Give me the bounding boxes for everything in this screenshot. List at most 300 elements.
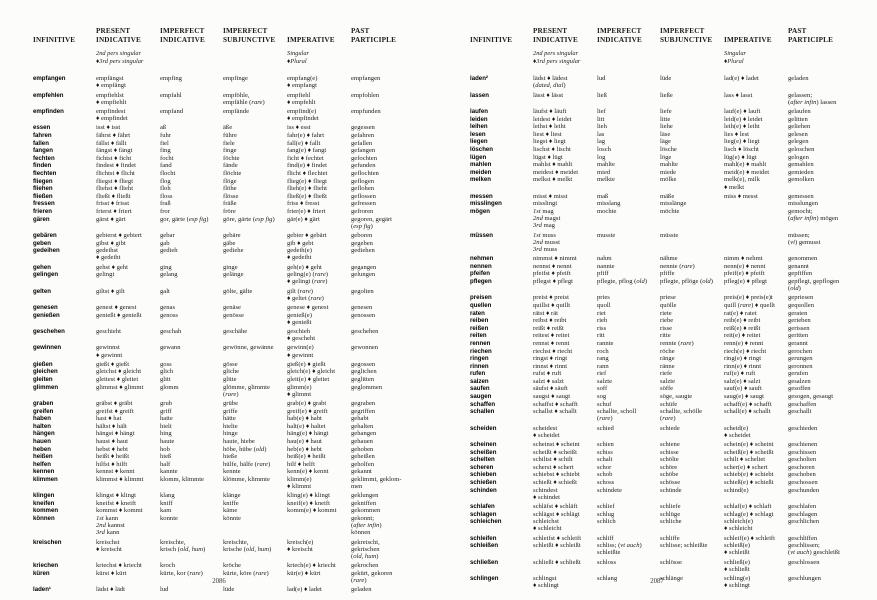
past-participle: geloschen xyxy=(788,145,815,153)
past-participle: gehauen xyxy=(351,437,373,445)
imperfect-subjunctive: gelänge xyxy=(223,271,244,279)
table-row xyxy=(470,401,876,408)
imperfect-indicative: focht xyxy=(160,154,174,162)
infinitive: reiten xyxy=(470,332,487,340)
imperfect-indicative: nahm xyxy=(597,255,612,263)
present-indicative: nimmst ♦ nimmt xyxy=(533,255,577,263)
present-indicative: schließt ♦ schließt xyxy=(533,558,581,566)
past-participle: geschlissen; (vt auch) geschleißt xyxy=(788,542,841,557)
past-participle: genesen xyxy=(351,303,373,311)
past-participle: gegessen xyxy=(351,124,375,132)
past-participle: geklimmt, geklom- men xyxy=(351,475,402,491)
imperative: lisch ♦ löscht xyxy=(724,145,759,153)
imperfect-subjunctive: pflegte, pflöge (old) xyxy=(660,277,713,285)
past-participle: gerissen xyxy=(788,324,810,332)
imperfect-indicative: empfing xyxy=(160,75,182,83)
imperfect-subjunctive: schallte, schölle (rare) xyxy=(660,408,703,423)
imperfect-indicative: rang xyxy=(597,355,609,363)
subheader-spacer xyxy=(597,50,660,67)
table-row xyxy=(470,348,876,355)
infinitive: fangen xyxy=(33,147,53,155)
imperfect-indicative: schallte, scholl (rare) xyxy=(597,408,637,423)
imperfect-subjunctive: riefe xyxy=(660,370,673,378)
present-indicative: reibst ♦ reibt xyxy=(533,317,567,325)
infinitive: geschehen xyxy=(33,327,65,335)
infinitive: saugen xyxy=(470,393,492,401)
imperative: genieß(e) ♦ genießt xyxy=(287,311,312,326)
imperative: schaff(e) ♦ schafft xyxy=(724,400,772,408)
table-row xyxy=(470,193,876,200)
infinitive: hängen xyxy=(33,430,55,438)
imperfect-subjunctive: schünde xyxy=(660,486,682,494)
past-participle: gefahren xyxy=(351,132,375,139)
past-participle: gegraben xyxy=(351,399,376,407)
present-indicative: findest ♦ findet xyxy=(96,162,136,170)
past-participle: misslungen xyxy=(788,200,819,208)
imperfect-indicative: log xyxy=(597,153,606,161)
column-header: INFINITIVE xyxy=(470,35,513,44)
imperfect-subjunctive: risse xyxy=(660,324,673,332)
present-indicative: fichtst ♦ ficht xyxy=(96,154,132,162)
imperfect-subjunctive: gebäre xyxy=(223,231,241,239)
present-indicative: misslingt xyxy=(533,200,558,208)
imperfect-subjunctive: mölke xyxy=(660,176,677,184)
imperative: geling(e) (rare) ♦ gelingt (rare) xyxy=(287,271,328,286)
imperfect-indicative: goss xyxy=(160,360,172,368)
infinitive: essen xyxy=(33,124,51,132)
present-indicative: kreischst ♦ kreischt xyxy=(96,538,122,553)
past-participle: gepriesen xyxy=(788,294,814,302)
imperative: glimm(e) ♦ glimmt xyxy=(287,383,312,398)
infinitive: kreischen xyxy=(33,538,62,546)
infinitive: quellen xyxy=(470,301,492,309)
past-participle: gegeben xyxy=(351,239,373,247)
past-participle: geflogen xyxy=(351,177,375,185)
infinitive: frieren xyxy=(33,207,52,215)
infinitive: löschen xyxy=(470,145,494,153)
infinitive: gießen xyxy=(33,360,53,368)
past-participle: gefroren xyxy=(351,207,374,215)
imperative: frier(e) ♦ friert xyxy=(287,207,326,215)
imperfect-subjunctive: hieße xyxy=(223,453,238,461)
past-participle: geglitten xyxy=(351,375,375,383)
present-indicative: fliegst ♦ fliegt xyxy=(96,177,134,185)
past-participle: gemolken xyxy=(788,176,815,184)
past-participle: geschieden xyxy=(788,424,818,432)
table-row xyxy=(470,393,876,400)
table-row xyxy=(33,461,438,468)
imperative xyxy=(724,208,788,230)
table-row xyxy=(470,208,876,230)
infinitive: klingen xyxy=(33,492,55,500)
imperfect-indicative: quoll xyxy=(597,301,611,309)
table-row xyxy=(33,423,438,430)
table-row xyxy=(33,216,438,230)
imperfect-subjunctive: kennte xyxy=(223,468,241,476)
imperative: leih(e) ♦ leiht xyxy=(724,123,760,131)
past-participle: geholfen xyxy=(351,460,375,468)
past-participle: gelungen xyxy=(351,271,376,279)
present-indicative: rennst ♦ rennt xyxy=(533,339,570,347)
table-row xyxy=(33,193,438,200)
imperative: lass ♦ lasst xyxy=(724,91,753,99)
column-header: PAST PARTICIPLE xyxy=(788,27,834,44)
imperfect-indicative: kam xyxy=(160,507,172,515)
imperfect-subjunctive: griffe xyxy=(223,407,238,415)
imperative: lad(e) ♦ ladet xyxy=(724,75,759,83)
subheader-spacer xyxy=(788,50,868,67)
imperative: scheid(e) ♦ scheidet xyxy=(724,424,751,439)
infinitive: lesen xyxy=(470,130,486,138)
imperfect-indicative: soff xyxy=(597,385,608,393)
infinitive: lassen xyxy=(470,91,489,99)
table-row xyxy=(470,146,876,153)
table-row xyxy=(470,479,876,486)
infinitive: laden² xyxy=(470,75,488,83)
imperative: schlag(e) ♦ schlagt xyxy=(724,510,774,518)
present-indicative: quillst ♦ quillt xyxy=(533,301,571,309)
infinitive: genesen xyxy=(33,303,58,311)
imperative: schleich(e) ♦ schleicht xyxy=(724,518,753,533)
imperfect-indicative: schoss xyxy=(597,479,615,487)
imperfect-indicative: fing xyxy=(160,147,171,155)
present-indicative: 1st mag 2nd magst 3rd mag xyxy=(533,207,561,230)
imperative: riech(e) ♦ riecht xyxy=(724,347,767,355)
imperfect-subjunctive: schliche xyxy=(660,518,682,526)
table-row xyxy=(33,132,438,139)
infinitive: gedeihen xyxy=(33,247,60,255)
infinitive: gären xyxy=(33,215,50,223)
table-row xyxy=(470,464,876,471)
infinitive: graben xyxy=(33,399,54,407)
imperfect-indicative: floss xyxy=(160,192,173,200)
imperfect-subjunctive: söffe xyxy=(660,385,674,393)
present-indicative: kommst ♦ kommt xyxy=(96,507,143,515)
imperative: schall(e) ♦ schallt xyxy=(724,408,771,416)
past-participle: geschliffen xyxy=(788,534,818,542)
past-participle: gelogen xyxy=(788,153,809,161)
imperative: genese ♦ genest xyxy=(287,303,329,311)
imperfect-indicative: pflegte, pflog (old) xyxy=(597,277,648,285)
past-participle: gelaufen xyxy=(788,108,811,115)
table-row xyxy=(470,232,876,254)
present-indicative: preist ♦ preist xyxy=(533,294,569,302)
present-indicative: empfängst ♦ empfängt xyxy=(96,75,126,90)
present-indicative: rätst ♦ rät xyxy=(533,309,558,317)
present-indicative: nennst ♦ nennt xyxy=(533,262,572,270)
table-row xyxy=(470,176,876,190)
imperfect-subjunctive: glitte xyxy=(223,375,237,383)
imperfect-subjunctive: nennte (rare) xyxy=(660,262,695,270)
past-participle: gesalzen xyxy=(788,377,811,385)
infinitive: salzen xyxy=(470,377,489,385)
verb-rows xyxy=(33,75,438,593)
imperfect-subjunctive: ließe xyxy=(660,91,673,99)
infinitive: schinden xyxy=(470,486,497,494)
table-row xyxy=(33,247,438,261)
infinitive: lügen xyxy=(470,153,487,161)
imperative: häng(e) ♦ hängt xyxy=(287,430,329,438)
imperfect-subjunctive: haute, hiebe xyxy=(223,437,255,445)
table-row xyxy=(470,408,876,422)
past-participle: gelitten xyxy=(788,115,808,123)
past-participle: geschoren xyxy=(788,463,815,471)
imperfect-subjunctive: käme xyxy=(223,507,238,515)
past-participle: genossen xyxy=(351,311,376,319)
imperative: meid(e) ♦ meidet xyxy=(724,168,770,176)
imperfect-subjunctive: schölte xyxy=(660,456,679,464)
infinitive: haben xyxy=(33,415,51,423)
table-row xyxy=(33,304,438,311)
past-participle: gepflegt, gepflogen (old) xyxy=(788,277,840,293)
past-participle: gemocht; (after infin) mögen xyxy=(788,207,839,223)
imperfect-subjunctive: gliche xyxy=(223,368,240,376)
imperative: fall(e) ♦ fallt xyxy=(287,139,321,147)
table-row xyxy=(470,363,876,370)
subheader-spacer xyxy=(470,50,533,67)
past-participle: gekrochen xyxy=(351,562,379,570)
imperative: scheiß(e) ♦ scheißt xyxy=(724,448,774,456)
past-participle: gekommen xyxy=(351,507,381,515)
present-indicative: frierst ♦ friert xyxy=(96,207,132,215)
imperfect-subjunctive: riebe xyxy=(660,317,674,325)
present-indicative: schläfst ♦ schläft xyxy=(533,503,578,511)
column-header: PRESENT INDICATIVE xyxy=(533,27,578,44)
table-row xyxy=(470,385,876,392)
imperfect-indicative: mied xyxy=(597,168,611,176)
subheader-spacer xyxy=(33,50,96,67)
table-row xyxy=(33,415,438,422)
imperfect-subjunctive: ränge xyxy=(660,355,675,363)
present-indicative: lischst ♦ lischt xyxy=(533,145,571,153)
imperfect-indicative: schor xyxy=(597,463,612,471)
imperfect-subjunctive: gediehe xyxy=(223,247,244,255)
present-indicative: mahlst ♦ mahlt xyxy=(533,161,573,169)
imperfect-indicative: schlich xyxy=(597,518,616,526)
past-participle: geflossen xyxy=(351,192,376,200)
present-indicative: salzt ♦ salzt xyxy=(533,377,564,385)
imperfect-subjunctive: gölte, gälte xyxy=(223,287,253,295)
infinitive: schieben xyxy=(470,471,497,479)
column-header-row xyxy=(470,27,876,44)
imperfect-subjunctive: schöre xyxy=(660,463,678,471)
table-row xyxy=(33,384,438,398)
past-participle: gehangen xyxy=(351,430,377,438)
present-indicative: greifst ♦ greift xyxy=(96,407,134,415)
present-indicative: schaffst ♦ schafft xyxy=(533,400,578,408)
present-indicative: gleitest ♦ gleitet xyxy=(96,375,139,383)
imperative: reit(e) ♦ reitet xyxy=(724,332,761,340)
infinitive: schlafen xyxy=(470,503,495,511)
infinitive: misslingen xyxy=(470,200,502,208)
past-participle: geschunden xyxy=(788,486,820,494)
infinitive: gelingen xyxy=(33,271,59,279)
imperative: iss ♦ esst xyxy=(287,124,311,132)
table-row xyxy=(33,468,438,475)
imperfect-indicative: schlug xyxy=(597,510,615,518)
table-row xyxy=(33,140,438,147)
imperative: schieß(e) ♦ schießt xyxy=(724,479,774,487)
imperative: preis(e) ♦ preis(e)t xyxy=(724,294,773,302)
imperfect-indicative: kürte, kor (rare) xyxy=(160,569,203,577)
past-participle: geladen xyxy=(788,75,809,83)
table-row xyxy=(33,400,438,407)
column-header: PRESENT INDICATIVE xyxy=(96,27,141,44)
imperative: mahl(e) ♦ mahlt xyxy=(724,161,767,169)
table-row xyxy=(33,492,438,499)
infinitive: empfinden xyxy=(33,108,64,115)
infinitive: klimmen xyxy=(33,475,58,483)
imperfect-indicative: gor, gärte (esp fig) xyxy=(160,215,209,223)
table-row xyxy=(470,294,876,301)
imperfect-indicative: lud xyxy=(160,586,169,594)
subheader-spacer xyxy=(660,50,724,67)
imperfect-indicative: schob xyxy=(597,471,613,479)
imperfect-subjunctive: höbe, hübe (old) xyxy=(223,445,267,453)
table-row xyxy=(33,408,438,415)
imperfect-indicative: fror xyxy=(160,207,170,215)
imperative: ficht ♦ fechtet xyxy=(287,154,324,162)
present-indicative: fließt ♦ fließt xyxy=(96,192,131,200)
present-indicative: 1st kann 2nd kannst 3rd kann xyxy=(96,515,125,537)
present-indicative: empfiehlst ♦ empfiehlt xyxy=(96,91,127,106)
imperfect-subjunctive: schisse xyxy=(660,448,679,456)
past-participle: gelegen xyxy=(788,138,809,146)
infinitive: scheiden xyxy=(470,424,497,432)
table-row xyxy=(33,185,438,192)
past-participle: gekreischt, gekrischen (old, hum) xyxy=(351,538,380,561)
infinitive: schlingen xyxy=(470,575,499,583)
table-row xyxy=(470,116,876,123)
past-participle: gerungen xyxy=(788,355,813,363)
imperative: lüg(e) ♦ lügt xyxy=(724,153,757,161)
present-indicative: schallst ♦ schallt xyxy=(533,408,577,416)
imperfect-subjunctive: empföhle, empfähle (rare) xyxy=(223,91,265,106)
present-indicative: flichtst ♦ flicht xyxy=(96,169,135,177)
imperfect-subjunctive: hinge xyxy=(223,430,238,438)
present-indicative: schleifst ♦ schleift xyxy=(533,534,582,542)
past-participle: gemahlen xyxy=(788,161,814,169)
past-participle: gerannt xyxy=(788,339,808,347)
imperfect-subjunctive: quölle xyxy=(660,301,677,309)
table-row xyxy=(470,487,876,501)
past-participle: geraten xyxy=(788,309,808,317)
table-row xyxy=(470,123,876,130)
imperfect-indicative: geschah xyxy=(160,327,182,335)
infinitive: gleichen xyxy=(33,368,58,376)
imperfect-indicative: ging xyxy=(160,263,172,271)
infinitive: schleichen xyxy=(470,518,502,526)
imperfect-indicative: schlief xyxy=(597,503,615,511)
imperative: lauf(e) ♦ lauft xyxy=(724,108,761,115)
imperfect-subjunctive: ränne xyxy=(660,362,675,370)
present-indicative: kennst ♦ kennt xyxy=(96,468,135,476)
infinitive: scheinen xyxy=(470,441,497,449)
imperfect-indicative: flocht xyxy=(160,169,176,177)
infinitive: scheißen xyxy=(470,448,497,456)
present-indicative: frisst ♦ frisst xyxy=(96,200,130,208)
imperative: kür(e) ♦ kürt xyxy=(287,569,321,577)
table-row xyxy=(470,317,876,324)
present-indicative: lädst ♦ lädt xyxy=(96,586,126,594)
infinitive: laden¹ xyxy=(33,586,51,594)
imperfect-subjunctive: schiede xyxy=(660,424,680,432)
past-participle: geklungen xyxy=(351,492,379,500)
infinitive: gewinnen xyxy=(33,344,62,352)
imperfect-indicative: hatte xyxy=(160,415,173,423)
infinitive: mahlen xyxy=(470,161,492,169)
imperative: renn(e) ♦ rennt xyxy=(724,339,764,347)
infinitive: liegen xyxy=(470,138,488,146)
imperative-subheader: Singular ♦Plural xyxy=(287,50,310,65)
present-indicative: geschieht xyxy=(96,327,121,335)
past-participle: empfunden xyxy=(351,108,381,115)
imperfect-subjunctive: flösse xyxy=(223,192,239,200)
table-row xyxy=(33,376,438,383)
imperfect-subjunctive: rennte (rare) xyxy=(660,339,694,347)
infinitive: kriechen xyxy=(33,562,59,570)
imperative: pfeif(e) ♦ pfeift xyxy=(724,270,765,278)
past-participle: gekniffen xyxy=(351,499,377,507)
imperfect-subjunctive: möchte xyxy=(660,207,680,215)
imperative: geschieh ♦ gescheht xyxy=(287,327,316,343)
present-indicative: lässt ♦ lässt xyxy=(533,91,564,99)
present-indicative: schiltst ♦ schilt xyxy=(533,456,573,464)
imperative: heiß(e) ♦ heißt xyxy=(287,453,326,461)
table-row xyxy=(33,500,438,507)
imperative: schind(e) xyxy=(724,486,749,494)
table-row xyxy=(470,456,876,463)
imperative: flieh(e) ♦ flieht xyxy=(287,185,327,193)
imperative: gewinn(e) ♦ gewinnt xyxy=(287,344,314,359)
imperfect-subjunctive: empfände xyxy=(223,108,249,115)
present-indicative: empfindest ♦ empfindet xyxy=(96,108,128,123)
present-indicative: scheidest ♦ scheidet xyxy=(533,424,560,439)
table-row xyxy=(470,302,876,309)
infinitive: melken xyxy=(470,176,492,184)
present-indicative: meidest ♦ meidet xyxy=(533,168,579,176)
past-participle: gegangen xyxy=(351,263,377,271)
imperative: friss ♦ fresst xyxy=(287,200,320,208)
imperfect-indicative: litt xyxy=(597,115,605,123)
past-participle: gemieden xyxy=(788,168,814,176)
past-participle: gemessen xyxy=(788,192,814,200)
infinitive: schließen xyxy=(470,558,499,566)
present-indicative: lügst ♦ lügt xyxy=(533,153,563,161)
past-participle: geschissen xyxy=(788,448,817,456)
past-participle: geschehen xyxy=(351,327,379,335)
table-row xyxy=(33,170,438,177)
infinitive: empfehlen xyxy=(33,91,64,99)
imperative: schieb(e) ♦ schiebt xyxy=(724,471,774,479)
present-indicative: pflegst ♦ pflegt xyxy=(533,277,573,285)
imperfect-subjunctive: läge xyxy=(660,138,671,146)
infinitive: gelten xyxy=(33,287,51,295)
imperfect-indicative: pries xyxy=(597,294,610,302)
present-indicative: glimmst ♦ glimmt xyxy=(96,383,144,391)
column-header: IMPERFECT INDICATIVE xyxy=(597,27,642,44)
present-indicative: liegst ♦ liegt xyxy=(533,138,566,146)
infinitive: flechten xyxy=(33,169,57,177)
table-row xyxy=(470,75,876,89)
imperfect-subjunctive: gewönne, gewänne xyxy=(223,344,274,352)
table-row xyxy=(33,328,438,342)
infinitive: nennen xyxy=(470,262,492,270)
imperfect-subjunctive: hülfe, hälfe (rare) xyxy=(223,460,271,468)
imperative: kriech(e) ♦ kriecht xyxy=(287,562,336,570)
imperfect-subjunctive: führe xyxy=(223,132,237,139)
imperfect-indicative: rannte xyxy=(597,339,614,347)
